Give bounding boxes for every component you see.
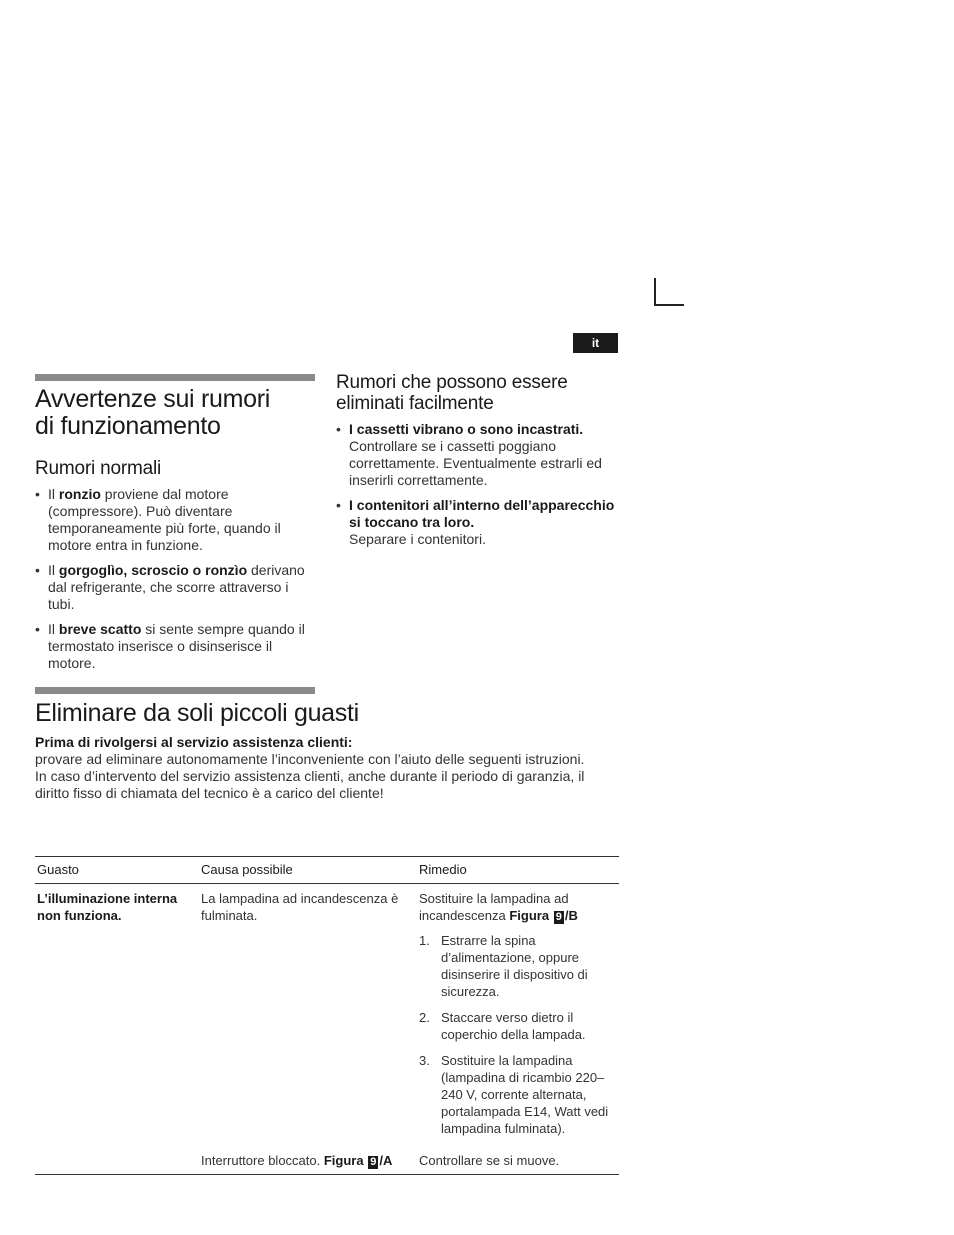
list-item: • Il ronzio proviene dal motore (compressore). Può diventare temporaneamente più forte, quando il motore entra in funzione. <box>35 486 281 553</box>
title-line: Avvertenze sui rumori <box>35 385 270 413</box>
column-header: Guasto <box>35 857 199 884</box>
subtitle-normal-noise: Rumori normali <box>35 458 162 479</box>
crop-mark-vertical <box>654 278 656 306</box>
normal-noise-list <box>35 486 317 680</box>
remedy-cell: Sostituire la lampadina ad incandescenza Figura 9 /B 1. Estrarre la spina d’alimentazione, oppure disinserire il dispositivo di sicurezza. 2. Staccare verso dietro il coperchio della lampada. 3. Sostituire la lampadina (lampadina di ricambio 220–240 V, corrente alternata, portalampada E14, Watt vedi lampadina fulminata). <box>417 884 619 1150</box>
fault-cell: L’illuminazione interna non funziona. <box>37 891 178 923</box>
intro-paragraph: In caso d’intervento del servizio assistenza clienti, anche durante il periodo di garanzia, il diritto fisso di chiamata del tecnico è a carico del cliente! <box>35 768 585 801</box>
cause-cell: La lampadina ad incandescenza è fulminata. <box>201 891 399 923</box>
section-rule <box>35 374 315 381</box>
cause-cell: Interruttore bloccato. Figura 9 /A <box>199 1149 417 1175</box>
title-line: Rumori che possono essere <box>336 372 568 393</box>
table-row <box>35 884 619 1150</box>
step-item: 1. Estrarre la spina d’alimentazione, oppure disinserire il dispositivo di sicurezza. <box>419 933 588 999</box>
column-header: Rimedio <box>417 857 619 884</box>
language-tab: it <box>573 333 618 353</box>
list-item: • I cassetti vibrano o sono incastrati. Controllare se i cassetti poggiano correttamente. Eventualmente estrarli ed inserirli correttamente. <box>336 421 602 488</box>
title-line: eliminati facilmente <box>336 393 494 414</box>
remedy-steps <box>419 932 617 1137</box>
step-item: 2. Staccare verso dietro il coperchio della lampada. <box>419 1010 586 1042</box>
table-header-row <box>35 857 619 884</box>
intro-text <box>35 734 620 802</box>
title-line: di funzionamento <box>35 412 221 440</box>
figure-ref: Figura 9 /B <box>509 908 578 923</box>
crop-mark-horizontal <box>654 304 684 306</box>
figure-ref: Figura 9 /A <box>323 1153 393 1168</box>
section-title-troubleshooting: Eliminare da soli piccoli guasti <box>35 699 359 727</box>
intro-bold: Prima di rivolgersi al servizio assistenza clienti: <box>35 734 353 750</box>
section-title-noise <box>35 386 270 440</box>
list-item: • Il breve scatto si sente sempre quando il termostato inserisce o disinserisce il motore. <box>35 621 305 671</box>
subtitle-removable-noise <box>336 372 568 414</box>
table-row <box>35 1149 619 1175</box>
list-item: • Il gorgoglìo, scroscio o ronzìo derivano dal refrigerante, che scorre attraverso i tubi. <box>35 562 305 612</box>
section-rule <box>35 687 315 694</box>
step-item: 3. Sostituire la lampadina (lampadina di ricambio 220–240 V, corrente alternata, portalampada E14, Watt vedi lampadina fulminata). <box>419 1053 609 1136</box>
column-header: Causa possibile <box>199 857 417 884</box>
troubleshooting-table <box>35 856 619 1175</box>
list-item: • I contenitori all’interno dell’apparecchio si toccano tra loro. Separare i contenitori. <box>336 497 615 547</box>
removable-noise-list <box>336 421 616 556</box>
intro-paragraph: provare ad eliminare autonomamente l’inconveniente con l’aiuto delle seguenti istruzioni. <box>35 751 585 767</box>
remedy-cell: Controllare se si muove. <box>417 1149 619 1175</box>
